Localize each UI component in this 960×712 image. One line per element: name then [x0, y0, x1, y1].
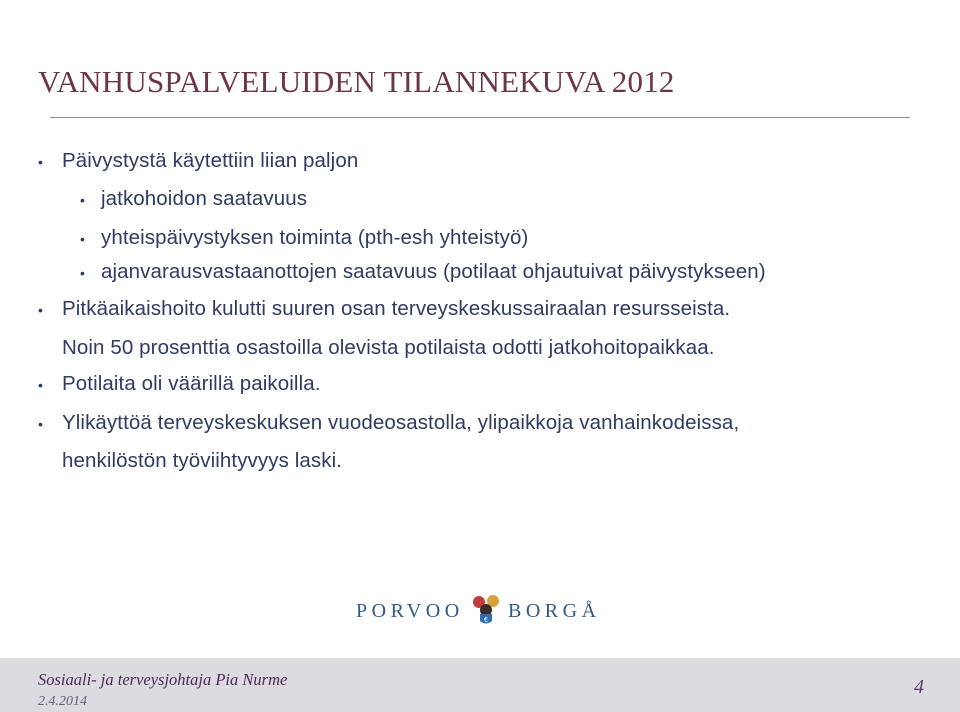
- bullet-marker: •: [38, 377, 43, 393]
- footer-presenter: Sosiaali- ja terveysjohtaja Pia Nurme: [38, 670, 288, 689]
- footer-bar: [0, 658, 960, 712]
- bullet-marker: •: [38, 416, 43, 432]
- bullet-item: Potilaita oli väärillä paikoilla.: [62, 372, 321, 395]
- bullet-marker: •: [38, 154, 43, 170]
- sub-bullet-marker: •: [80, 231, 85, 247]
- footer-date: 2.4.2014: [38, 694, 87, 709]
- bullet-item-continuation: Noin 50 prosenttia osastoilla olevista potilaista odotti jatkohoitopaikkaa.: [62, 336, 715, 359]
- sub-bullet-marker: •: [80, 192, 85, 208]
- title-divider: [50, 117, 910, 118]
- sub-bullet-item: yhteispäivystyksen toiminta (pth-esh yhteistyö): [101, 226, 529, 249]
- logo-text-borga: BORGÅ: [508, 600, 601, 622]
- page-number: 4: [914, 676, 924, 698]
- bullet-item: Päivystystä käytettiin liian paljon: [62, 149, 359, 172]
- logo-text-porvoo: PORVOO: [356, 600, 464, 622]
- bullet-item-continuation: henkilöstön työviihtyvyys laski.: [62, 449, 343, 472]
- porvoo-borga-logo: [356, 590, 606, 630]
- bullet-item: Ylikäyttöä terveyskeskuksen vuodeosastolla, ylipaikkoja vanhainkodeissa,: [62, 411, 740, 434]
- city-emblem-icon: [469, 590, 503, 628]
- bullet-item: Pitkäaikaishoito kulutti suuren osan terveyskeskussairaalan resursseista.: [62, 297, 731, 320]
- sub-bullet-marker: •: [80, 265, 85, 281]
- sub-bullet-item: jatkohoidon saatavuus: [101, 187, 308, 210]
- bullet-marker: •: [38, 302, 43, 318]
- slide-title: VANHUSPALVELUIDEN TILANNEKUVA 2012: [38, 64, 675, 99]
- sub-bullet-item: ajanvarausvastaanottojen saatavuus (potilaat ohjautuivat päivystykseen): [101, 260, 766, 283]
- emblem-letter: €: [484, 617, 488, 624]
